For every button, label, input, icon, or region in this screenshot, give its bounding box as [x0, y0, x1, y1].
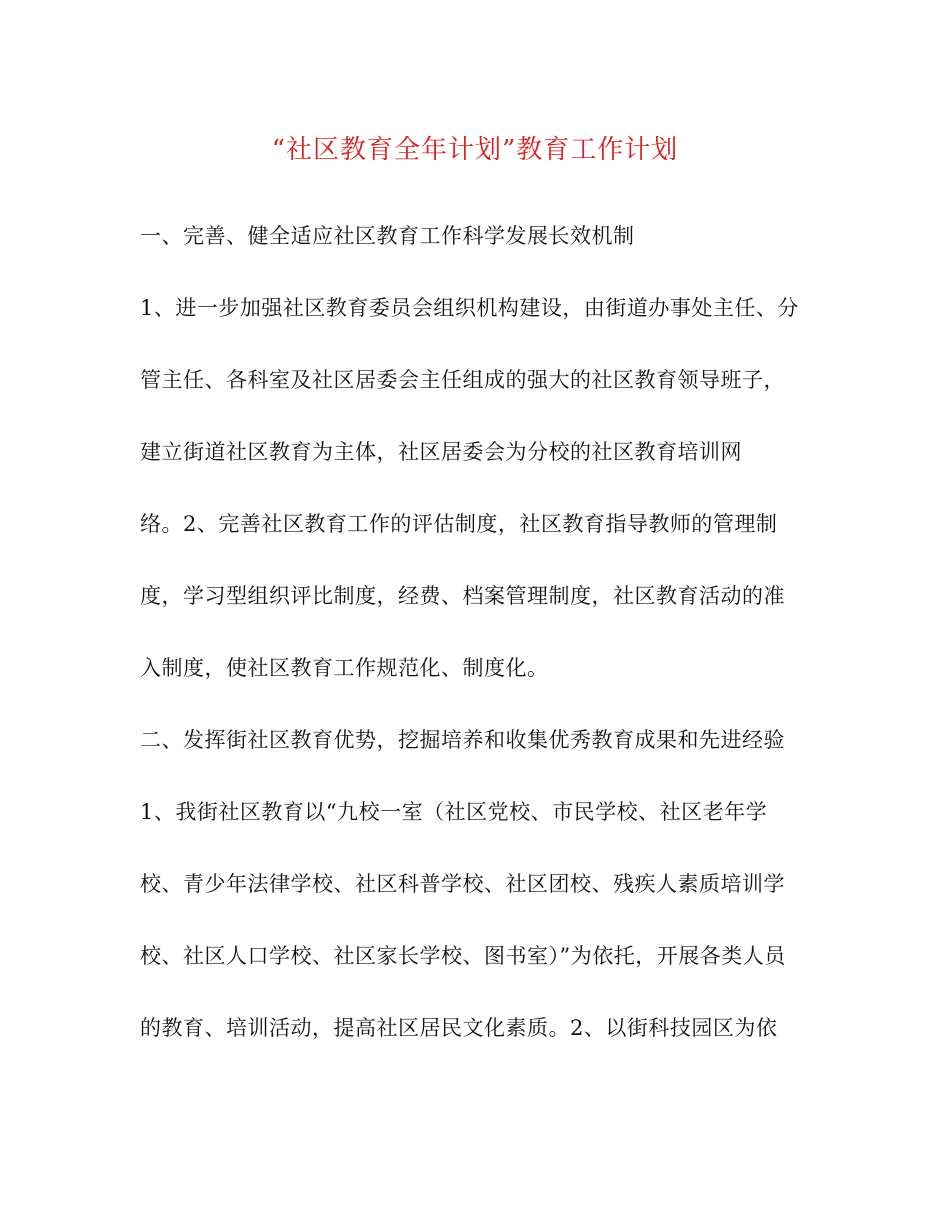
text-line-5: 络。2、完善社区教育工作的评估制度，社区教育指导教师的管理制: [140, 512, 778, 536]
text-line-11: 校、社区人口学校、社区家长学校、图书室）”为依托，开展各类人员: [140, 944, 786, 968]
text-line-1: 一、完善、健全适应社区教育工作科学发展长效机制: [140, 224, 635, 248]
text-line-2: 1、进一步加强社区教育委员会组织机构建设，由街道办事处主任、分: [140, 296, 799, 320]
text-line-3: 管主任、各科室及社区居委会主任组成的强大的社区教育领导班子，: [140, 368, 785, 392]
text-line-7: 入制度，使社区教育工作规范化、制度化。: [140, 656, 549, 680]
document-title: “社区教育全年计划”教育工作计划: [271, 135, 679, 165]
text-line-8: 二、发挥街社区教育优势，挖掘培养和收集优秀教育成果和先进经验: [140, 728, 785, 752]
text-line-4: 建立街道社区教育为主体，社区居委会为分校的社区教育培训网: [140, 440, 742, 464]
text-line-10: 校、青少年法律学校、社区科普学校、社区团校、残疾人素质培训学: [140, 872, 785, 896]
text-line-6: 度，学习型组织评比制度，经费、档案管理制度，社区教育活动的准: [140, 584, 785, 608]
text-line-12: 的教育、培训活动，提高社区居民文化素质。2、以街科技园区为依: [140, 1016, 778, 1040]
text-line-9: 1、我街社区教育以“九校一室（社区党校、市民学校、社区老年学: [140, 800, 768, 824]
